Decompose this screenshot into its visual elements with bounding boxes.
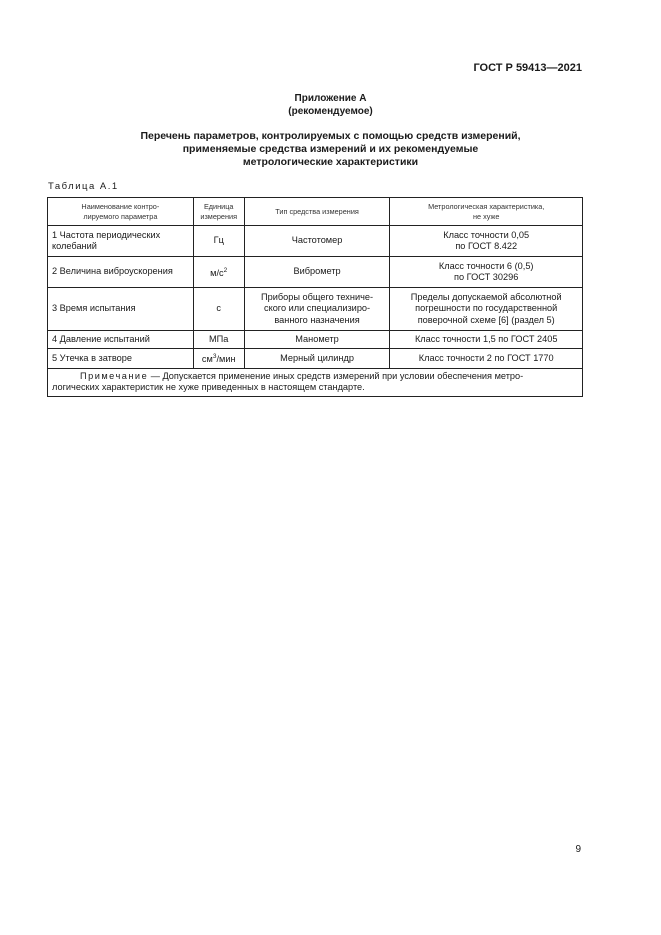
table-note-row (48, 368, 583, 396)
cell-text: 3 Время испытания (52, 303, 136, 314)
header-text: измерения (200, 211, 238, 221)
header-text: Тип средства измерения (275, 206, 359, 216)
header-device (244, 198, 390, 226)
cell-device (244, 288, 390, 331)
cell-text: Класс точности 1,5 по ГОСТ 2405 (414, 333, 558, 344)
unit-superscript: 2 (223, 266, 228, 274)
unit-text: м/с (210, 267, 224, 278)
section-title-line: метрологические характеристики (242, 156, 419, 168)
table-note (48, 368, 583, 396)
cell-unit (193, 349, 244, 369)
header-text: Единица (203, 202, 234, 211)
table-header-row (48, 198, 583, 226)
cell-text: 4 Давление испытаний (52, 333, 150, 344)
unit-text: см (201, 354, 213, 365)
section-title-line: применяемые средства измерений и их рекомендуемые (182, 143, 479, 155)
cell-unit (193, 226, 244, 257)
cell-unit (193, 331, 244, 349)
cell-text: 1 Частота периодических (52, 229, 161, 240)
section-title (60, 130, 601, 169)
table-row (48, 226, 583, 257)
cell-text: Мерный цилиндр (280, 352, 354, 363)
cell-device (244, 226, 390, 257)
cell-text: Частотомер (291, 235, 343, 246)
table-row (48, 331, 583, 349)
note-label: Примечание (80, 370, 149, 381)
header-text: лируемого параметра (83, 211, 158, 221)
cell-param (48, 331, 194, 349)
header-metro (390, 198, 583, 226)
cell-param (48, 349, 194, 369)
cell-param (48, 288, 194, 331)
section-title-line: Перечень параметров, контролируемых с помощью средств измерений, (140, 130, 521, 142)
header-text: Метрологическая характеристика, (428, 202, 545, 211)
cell-text: 2 Величина виброускорения (52, 266, 173, 277)
page-number: 9 (575, 844, 581, 855)
table-row (48, 257, 583, 288)
cell-device (244, 331, 390, 349)
note-dash: — (148, 370, 163, 381)
header-param (48, 198, 194, 226)
parameters-table (47, 197, 583, 397)
unit-superscript: 3 (212, 353, 217, 360)
cell-metro (390, 288, 583, 331)
unit-text: с (216, 303, 222, 314)
cell-text: Класс точности 6 (0,5) (438, 260, 534, 271)
cell-text: ского или специализиро- (263, 303, 371, 314)
header-unit (193, 198, 244, 226)
cell-text: Пределы допускаемой абсолютной (410, 291, 562, 302)
cell-device (244, 257, 390, 288)
unit-text: Гц (213, 235, 224, 246)
table-label: Таблица А.1 (48, 181, 119, 192)
note-line (52, 371, 578, 383)
table-row (48, 349, 583, 369)
annex-status: (рекомендуемое) (288, 106, 373, 117)
table-row (48, 288, 583, 331)
cell-param (48, 257, 194, 288)
cell-text: 5 Утечка в затворе (52, 352, 132, 363)
unit-text: МПа (209, 333, 229, 344)
cell-metro (390, 257, 583, 288)
cell-unit (193, 288, 244, 331)
cell-metro (390, 349, 583, 369)
annex-heading (0, 92, 661, 118)
cell-text: колебаний (52, 241, 97, 251)
cell-text: по ГОСТ 8.422 (455, 241, 518, 251)
annex-title: Приложение А (294, 93, 367, 104)
unit-text: /мин (216, 354, 236, 365)
note-text: логических характеристик не хуже приведенных в настоящем стандарте. (52, 382, 365, 393)
cell-metro (390, 331, 583, 349)
note-text: Допускается применение иных средств измерений при условии обеспечения метро- (162, 370, 524, 381)
cell-param (48, 226, 194, 257)
header-text: Наименование контро- (81, 202, 160, 211)
cell-metro (390, 226, 583, 257)
document-code: ГОСТ Р 59413—2021 (473, 62, 582, 74)
cell-text: поверочной схеме [6] (раздел 5) (417, 314, 555, 325)
cell-text: ванного назначения (274, 314, 360, 325)
header-text: не хуже (472, 211, 500, 221)
cell-text: Класс точности 2 по ГОСТ 1770 (418, 352, 554, 363)
cell-unit (193, 257, 244, 288)
cell-text: Класс точности 0,05 (443, 229, 530, 240)
cell-text: погрешности по государственной (415, 303, 558, 314)
cell-text: Манометр (295, 333, 339, 344)
cell-text: Приборы общего техниче- (261, 291, 374, 302)
note-line (52, 382, 578, 394)
cell-text: Виброметр (293, 266, 341, 277)
cell-device (244, 349, 390, 369)
cell-text: по ГОСТ 30296 (454, 272, 519, 282)
